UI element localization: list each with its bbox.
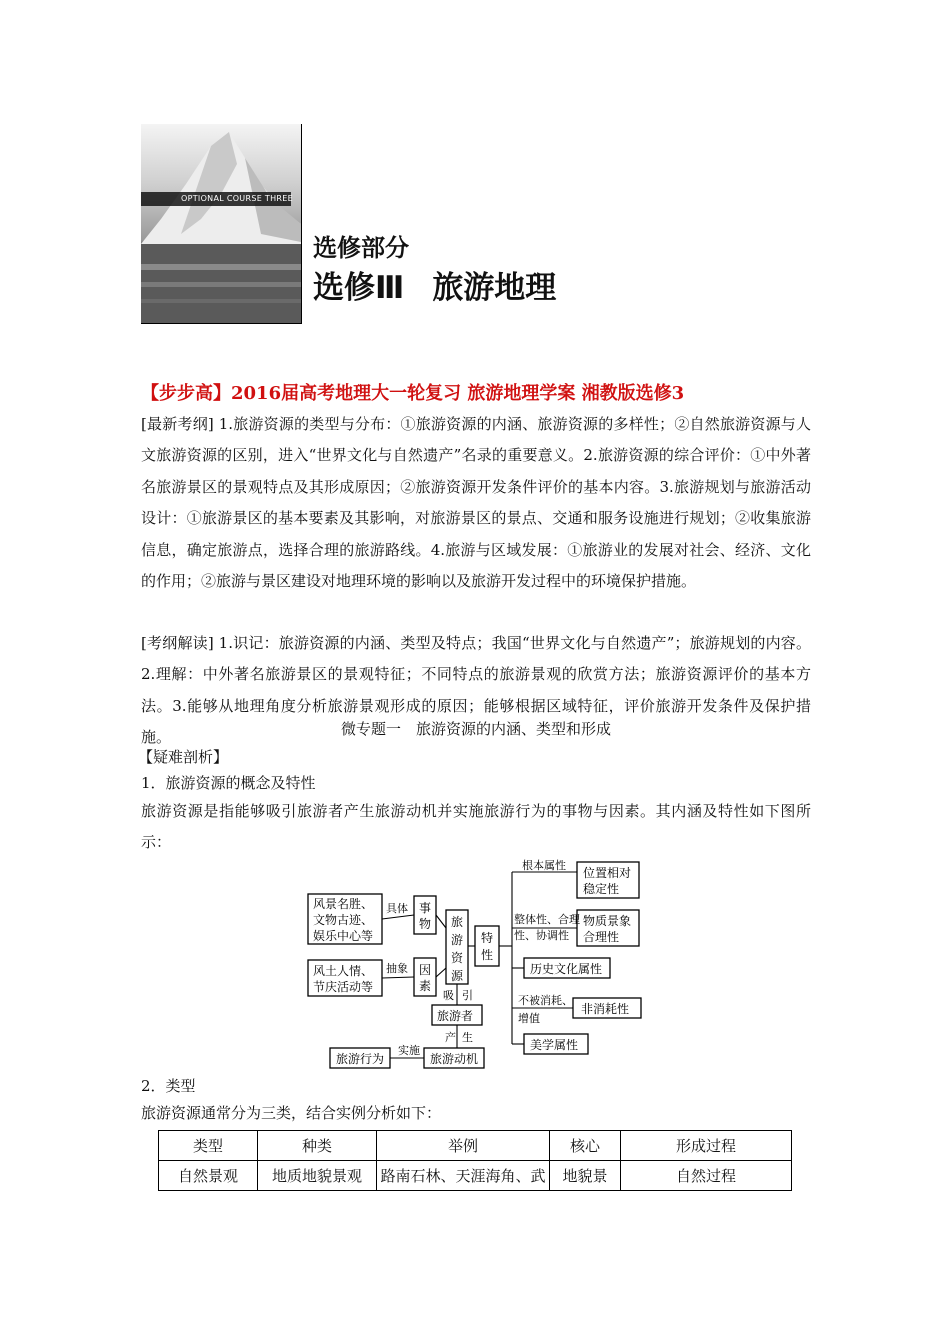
table-row bbox=[159, 1161, 792, 1191]
topic-heading: 微专题一 旅游资源的内涵、类型和形成 bbox=[340, 720, 611, 738]
table-cell: 地貌景 bbox=[550, 1161, 621, 1191]
svg-text:根本属性: 根本属性 bbox=[522, 859, 566, 872]
svg-text:娱乐中心等: 娱乐中心等 bbox=[313, 929, 374, 943]
svg-text:位置相对: 位置相对 bbox=[583, 866, 632, 880]
table-header-cell: 形成过程 bbox=[621, 1131, 792, 1161]
svg-text:稳定性: 稳定性 bbox=[583, 882, 620, 896]
section-title: 选修Ⅲ 旅游地理 bbox=[313, 270, 557, 306]
svg-text:合理性: 合理性 bbox=[583, 930, 620, 944]
svg-text:引: 引 bbox=[462, 989, 473, 1002]
banner-divider bbox=[301, 124, 302, 324]
svg-text:美学属性: 美学属性 bbox=[530, 1038, 579, 1052]
svg-text:历史文化属性: 历史文化属性 bbox=[530, 962, 603, 976]
table-header-cell: 种类 bbox=[258, 1131, 377, 1161]
svg-text:产: 产 bbox=[445, 1031, 456, 1044]
svg-text:性: 性 bbox=[481, 948, 494, 962]
table-cell: 地质地貌景观 bbox=[258, 1161, 377, 1191]
mountain-illustration bbox=[141, 124, 301, 324]
subsection-2-heading: 2．类型 bbox=[141, 1077, 196, 1095]
svg-text:非消耗性: 非消耗性 bbox=[581, 1002, 630, 1016]
svg-text:游: 游 bbox=[451, 933, 464, 947]
subsection-1-heading: 1．旅游资源的概念及特性 bbox=[141, 774, 316, 792]
svg-text:旅游动机: 旅游动机 bbox=[430, 1052, 479, 1066]
syllabus-interpretation-paragraph: [考纲解读] 1.识记：旅游资源的内涵、类型及特点；我国“世界文化与自然遗产”；旅游规划的内容。2.理解：中外著名旅游景区的景观特征；不同特点的旅游景观的欣赏方法；旅游资源评价的基本方法。3.能够从地理角度分析旅游景观形成的原因；能够根据区域特征，评价旅游开发条件及保护措施。 bbox=[141, 634, 811, 747]
svg-text:旅游行为: 旅游行为 bbox=[336, 1052, 385, 1066]
document-title: 【步步高】2016届高考地理大一轮复习 旅游地理学案 湘教版选修3 bbox=[141, 383, 685, 404]
analysis-label: 【疑难剖析】 bbox=[138, 748, 229, 766]
svg-text:素: 素 bbox=[419, 979, 432, 993]
syllabus-paragraph: [最新考纲] 1.旅游资源的类型与分布：①旅游资源的内涵、旅游资源的多样性；②自然旅游资源与人文旅游资源的区别，进入“世界文化与自然遗产”名录的重要意义。2.旅游资源的综合评价：①中外著名旅游景区的景观特点及其形成原因；②旅游资源开发条件评价的基本内容。3.旅游规划与旅游活动设计：①旅游景区的基本要素及其影响，对旅游景区的景点、交通和服务设施进行规划；②收集旅游信息，确定旅游点，选择合理的旅游路线。4.旅游与区域发展：①旅游业的发展对社会、经济、文化的作用；②旅游与景区建设对地理环境的影响以及旅游开发过程中的环境保护措施。 bbox=[141, 415, 811, 591]
table-cell: 路南石林、天涯海角、武 bbox=[377, 1161, 550, 1191]
svg-text:文物古迹、: 文物古迹、 bbox=[313, 913, 374, 927]
section-label: 选修部分 bbox=[313, 234, 409, 262]
svg-text:事: 事 bbox=[419, 901, 432, 915]
subsection-1-paragraph: 旅游资源是指能够吸引旅游者产生旅游动机并实施旅游行为的事物与因素。其内涵及特性如下图所示： bbox=[141, 802, 811, 852]
table-cell: 自然过程 bbox=[621, 1161, 792, 1191]
banner-underline bbox=[141, 323, 302, 324]
svg-text:实施: 实施 bbox=[398, 1044, 420, 1057]
svg-text:物: 物 bbox=[419, 917, 432, 931]
svg-text:源: 源 bbox=[451, 969, 464, 983]
svg-text:吸: 吸 bbox=[443, 989, 454, 1002]
svg-text:资: 资 bbox=[451, 951, 464, 965]
svg-text:具体: 具体 bbox=[386, 902, 408, 915]
svg-text:风土人情、: 风土人情、 bbox=[313, 964, 374, 978]
tourism-resource-diagram bbox=[300, 858, 650, 1070]
svg-text:物质景象: 物质景象 bbox=[583, 914, 632, 928]
subsection-2-paragraph: 旅游资源通常分为三类，结合实例分析如下： bbox=[141, 1104, 442, 1122]
svg-text:整体性、合理: 整体性、合理 bbox=[514, 913, 580, 926]
resource-type-table bbox=[158, 1130, 792, 1191]
svg-text:不被消耗、: 不被消耗、 bbox=[518, 994, 573, 1007]
banner-band: OPTIONAL COURSE THREE bbox=[141, 192, 291, 206]
diagram-text: 风景名胜、 bbox=[313, 897, 374, 911]
svg-text:旅: 旅 bbox=[451, 915, 464, 929]
table-header-cell: 核心 bbox=[550, 1131, 621, 1161]
svg-text:旅游者: 旅游者 bbox=[437, 1009, 474, 1023]
table-header-cell: 举例 bbox=[377, 1131, 550, 1161]
svg-text:因: 因 bbox=[419, 963, 432, 977]
svg-text:性、协调性: 性、协调性 bbox=[514, 929, 569, 942]
svg-text:节庆活动等: 节庆活动等 bbox=[313, 980, 374, 994]
table-header-row bbox=[159, 1131, 792, 1161]
table-cell: 自然景观 bbox=[159, 1161, 258, 1191]
cover-image bbox=[141, 124, 302, 324]
svg-text:抽象: 抽象 bbox=[386, 962, 408, 975]
table-header-cell: 类型 bbox=[159, 1131, 258, 1161]
svg-text:增值: 增值 bbox=[518, 1012, 540, 1025]
svg-text:生: 生 bbox=[462, 1031, 473, 1044]
svg-text:特: 特 bbox=[481, 931, 494, 945]
